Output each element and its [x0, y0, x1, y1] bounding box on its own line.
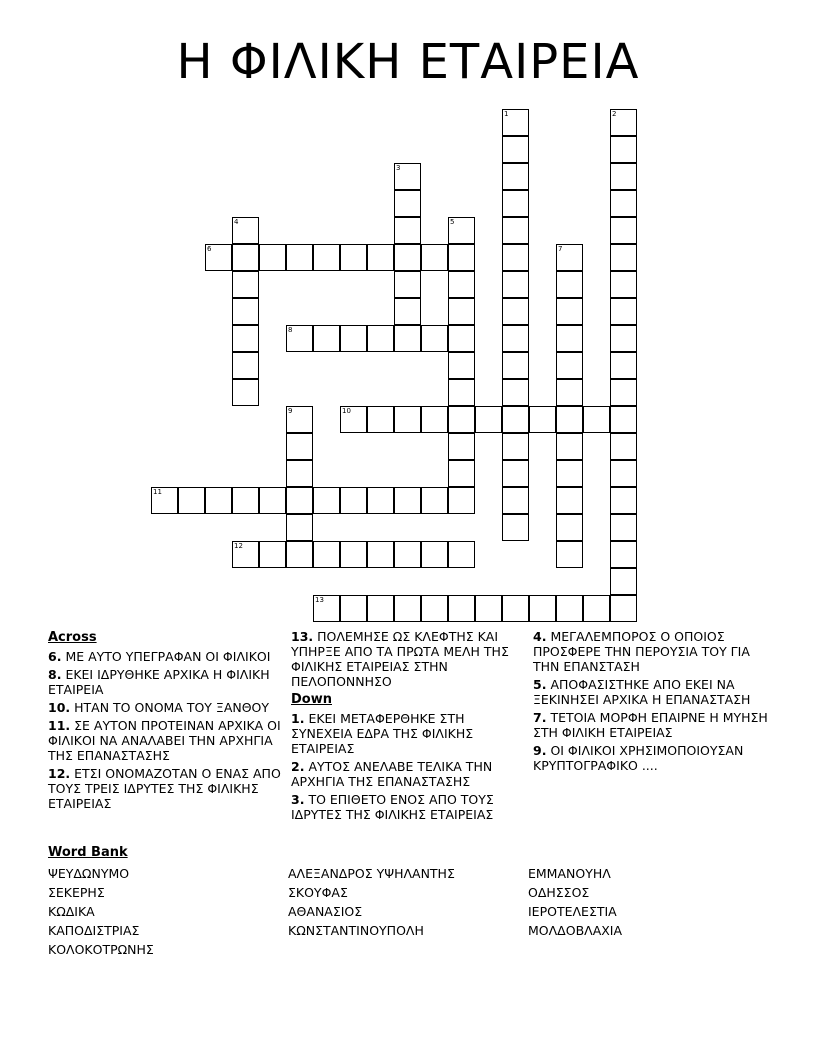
- clue-across-11: 11. ΣΕ ΑΥΤΟΝ ΠΡΟΤΕΙΝΑΝ ΑΡΧΙΚΑ ΟΙ ΦΙΛΙΚΟΙ ΝΑ ΑΝΑΛΑΒΕΙ ΤΗΝ ΑΡΧΗΓΙΑ ΤΗΣ ΕΠΑΝΑΣΤΑΣΗΣ: [48, 718, 281, 763]
- grid-cell[interactable]: [421, 406, 448, 433]
- grid-cell[interactable]: [178, 487, 205, 514]
- clue-number: 12: [234, 542, 243, 550]
- grid-cell[interactable]: [421, 487, 448, 514]
- grid-cell[interactable]: [286, 514, 313, 541]
- clue-number: 4: [234, 218, 239, 226]
- word-bank-item: ΕΜΜΑΝΟΥΗΛ: [528, 866, 611, 881]
- grid-cell[interactable]: [502, 244, 529, 271]
- clue-column-3: [533, 629, 773, 776]
- grid-cell[interactable]: [610, 487, 637, 514]
- across-clues: [48, 630, 284, 814]
- grid-cell[interactable]: [421, 595, 448, 622]
- grid-cell[interactable]: [556, 352, 583, 379]
- grid-cell[interactable]: [286, 406, 313, 433]
- clue-number: 10: [342, 407, 351, 415]
- word-bank-column-3: [528, 864, 622, 940]
- grid-cell[interactable]: [367, 487, 394, 514]
- grid-cell[interactable]: [232, 271, 259, 298]
- grid-cell[interactable]: [448, 325, 475, 352]
- grid-cell[interactable]: [367, 406, 394, 433]
- clue-across-6: 6. ΜΕ ΑΥΤΟ ΥΠΕΓΡΑΦΑΝ ΟΙ ΦΙΛΙΚΟΙ: [48, 649, 271, 664]
- grid-cell[interactable]: [367, 325, 394, 352]
- word-bank-item: ΨΕΥΔΩΝΥΜΟ: [48, 866, 130, 881]
- grid-cell[interactable]: [448, 379, 475, 406]
- grid-cell[interactable]: [556, 244, 583, 271]
- word-bank-item: ΚΩΝΣΤΑΝΤΙΝΟΥΠΟΛΗ: [288, 923, 424, 938]
- grid-cell[interactable]: [475, 595, 502, 622]
- grid-cell[interactable]: [394, 271, 421, 298]
- clue-across-8: 8. ΕΚΕΙ ΙΔΡΥΘΗΚΕ ΑΡΧΙΚΑ Η ΦΙΛΙΚΗ ΕΤΑΙΡΕΙΑ: [48, 667, 270, 697]
- grid-cell[interactable]: [610, 352, 637, 379]
- grid-cell[interactable]: [502, 379, 529, 406]
- grid-cell[interactable]: [232, 352, 259, 379]
- clue-number: 11: [153, 488, 162, 496]
- grid-cell[interactable]: [610, 244, 637, 271]
- clue-number: 3: [396, 164, 401, 172]
- grid-cell[interactable]: [313, 325, 340, 352]
- grid-cell[interactable]: [205, 244, 232, 271]
- grid-cell[interactable]: [286, 541, 313, 568]
- word-bank-item: ΟΔΗΣΣΟΣ: [528, 885, 590, 900]
- clue-number: 5: [450, 218, 455, 226]
- word-bank-item: ΣΚΟΥΦΑΣ: [288, 885, 348, 900]
- grid-cell[interactable]: [556, 487, 583, 514]
- grid-cell[interactable]: [448, 433, 475, 460]
- clue-number: 13: [315, 596, 324, 604]
- grid-cell[interactable]: [610, 136, 637, 163]
- grid-cell[interactable]: [394, 406, 421, 433]
- grid-cell[interactable]: [394, 190, 421, 217]
- grid-cell[interactable]: [502, 433, 529, 460]
- grid-cell[interactable]: [502, 352, 529, 379]
- grid-cell[interactable]: [367, 244, 394, 271]
- grid-cell[interactable]: [421, 325, 448, 352]
- grid-cell[interactable]: [286, 244, 313, 271]
- grid-cell[interactable]: [610, 325, 637, 352]
- grid-cell[interactable]: [394, 595, 421, 622]
- grid-cell[interactable]: [394, 541, 421, 568]
- clue-column-2: [291, 629, 527, 825]
- grid-cell[interactable]: [259, 244, 286, 271]
- grid-cell[interactable]: [259, 541, 286, 568]
- grid-cell[interactable]: [502, 406, 529, 433]
- grid-cell[interactable]: [394, 298, 421, 325]
- grid-cell[interactable]: [448, 271, 475, 298]
- grid-cell[interactable]: [340, 244, 367, 271]
- grid-cell[interactable]: [610, 379, 637, 406]
- grid-cell[interactable]: [448, 244, 475, 271]
- grid-cell[interactable]: [556, 271, 583, 298]
- grid-cell[interactable]: [502, 109, 529, 136]
- grid-cell[interactable]: [610, 568, 637, 595]
- grid-cell[interactable]: [502, 217, 529, 244]
- grid-cell[interactable]: [556, 325, 583, 352]
- word-bank-item: ΑΛΕΞΑΝΔΡΟΣ ΥΨΗΛΑΝΤΗΣ: [288, 866, 455, 881]
- clue-number: 2: [612, 110, 617, 118]
- word-bank-column-2: [288, 864, 455, 940]
- grid-cell[interactable]: [232, 325, 259, 352]
- grid-cell[interactable]: [394, 325, 421, 352]
- grid-cell[interactable]: [610, 109, 637, 136]
- grid-cell[interactable]: [556, 460, 583, 487]
- down-heading: Down: [291, 692, 332, 707]
- clue-number: 7: [558, 245, 563, 253]
- grid-cell[interactable]: [340, 325, 367, 352]
- clue-down-4: 4. ΜΕΓΑΛΕΜΠΟΡΟΣ Ο ΟΠΟΙΟΣ ΠΡΟΣΦΕΡΕ ΤΗΝ ΠΕΡΟΥΣΙΑ ΤΟΥ ΓΙΑ ΤΗΝ ΕΠΑΝΣΤΑΣΗ: [533, 629, 750, 674]
- word-bank-item: ΚΩΔΙΚΑ: [48, 904, 95, 919]
- grid-cell[interactable]: [556, 595, 583, 622]
- page-title: Η ΦΙΛΙΚΗ ΕΤΑΙΡΕΙΑ: [176, 34, 640, 90]
- clue-number: 9: [288, 407, 293, 415]
- grid-cell[interactable]: [529, 406, 556, 433]
- grid-cell[interactable]: [502, 190, 529, 217]
- grid-cell[interactable]: [610, 271, 637, 298]
- word-bank-item: ΜΟΛΔΟΒΛΑΧΙΑ: [528, 923, 623, 938]
- grid-cell[interactable]: [502, 163, 529, 190]
- clue-down-3: 3. ΤΟ ΕΠΙΘΕΤΟ ΕΝΟΣ ΑΠΟ ΤΟΥΣ ΙΔΡΥΤΕΣ ΤΗΣ ΦΙΛΙΚΗΣ ΕΤΑΙΡΕΙΑΣ: [291, 792, 494, 822]
- grid-cell[interactable]: [448, 406, 475, 433]
- grid-cell[interactable]: [610, 298, 637, 325]
- grid-cell[interactable]: [556, 433, 583, 460]
- grid-cell[interactable]: [502, 298, 529, 325]
- grid-cell[interactable]: [502, 595, 529, 622]
- grid-cell[interactable]: [610, 190, 637, 217]
- grid-cell[interactable]: [313, 487, 340, 514]
- grid-cell[interactable]: [610, 163, 637, 190]
- grid-cell[interactable]: [340, 541, 367, 568]
- grid-cell[interactable]: [502, 271, 529, 298]
- grid-cell[interactable]: [232, 244, 259, 271]
- grid-cell[interactable]: [556, 379, 583, 406]
- grid-cell[interactable]: [610, 460, 637, 487]
- grid-cell[interactable]: [313, 541, 340, 568]
- grid-cell[interactable]: [340, 406, 367, 433]
- grid-cell[interactable]: [340, 487, 367, 514]
- grid-cell[interactable]: [394, 163, 421, 190]
- grid-cell[interactable]: [502, 487, 529, 514]
- clue-number: 8: [288, 326, 293, 334]
- grid-cell[interactable]: [502, 460, 529, 487]
- word-bank-item: ΚΟΛΟΚΟΤΡΩΝΗΣ: [48, 942, 154, 957]
- grid-cell[interactable]: [529, 595, 556, 622]
- grid-cell[interactable]: [448, 541, 475, 568]
- grid-cell[interactable]: [448, 487, 475, 514]
- grid-cell[interactable]: [232, 298, 259, 325]
- grid-cell[interactable]: [448, 298, 475, 325]
- grid-cell[interactable]: [340, 595, 367, 622]
- grid-cell[interactable]: [313, 595, 340, 622]
- grid-cell[interactable]: [448, 217, 475, 244]
- clue-down-2: 2. ΑΥΤΟΣ ΑΝΕΛΑΒΕ ΤΕΛΙΚΑ ΤΗΝ ΑΡΧΗΓΙΑ ΤΗΣ ΕΠΑΝΑΣΤΑΣΗΣ: [291, 759, 493, 789]
- clue-down-9: 9. ΟΙ ΦΙΛΙΚΟΙ ΧΡΗΣΙΜΟΠΟΙΟΥΣΑΝ ΚΡΥΠΤΟΓΡΑΦΙΚΟ ....: [533, 743, 744, 773]
- grid-cell[interactable]: [502, 136, 529, 163]
- grid-cell[interactable]: [394, 487, 421, 514]
- grid-cell[interactable]: [556, 298, 583, 325]
- clue-number: 1: [504, 110, 509, 118]
- grid-cell[interactable]: [610, 217, 637, 244]
- word-bank-item: ΑΘΑΝΑΣΙΟΣ: [288, 904, 363, 919]
- grid-cell[interactable]: [286, 487, 313, 514]
- word-bank-heading: Word Bank: [48, 845, 128, 860]
- grid-cell[interactable]: [259, 487, 286, 514]
- grid-cell[interactable]: [367, 595, 394, 622]
- clue-across-10: 10. ΗΤΑΝ ΤΟ ΟΝΟΜΑ ΤΟΥ ΞΑΝΘΟΥ: [48, 700, 270, 715]
- clue-across-13: 13. ΠΟΛΕΜΗΣΕ ΩΣ ΚΛΕΦΤΗΣ ΚΑΙ ΥΠΗΡΞΕ ΑΠΟ ΤΑ ΠΡΩΤΑ ΜΕΛΗ ΤΗΣ ΦΙΛΙΚΗΣ ΕΤΑΙΡΕΙΑΣ ΣΤΗΝ ΠΕΛΟΠΟΝΝΗΣΟ: [291, 629, 509, 689]
- grid-cell[interactable]: [502, 514, 529, 541]
- grid-cell[interactable]: [421, 244, 448, 271]
- grid-cell[interactable]: [610, 406, 637, 433]
- grid-cell[interactable]: [448, 460, 475, 487]
- grid-cell[interactable]: [610, 433, 637, 460]
- word-bank-column-1: [48, 864, 154, 959]
- word-bank-item: ΙΕΡΟΤΕΛΕΣΤΙΑ: [528, 904, 617, 919]
- grid-cell[interactable]: [367, 541, 394, 568]
- grid-cell[interactable]: [556, 406, 583, 433]
- grid-cell[interactable]: [286, 460, 313, 487]
- grid-cell[interactable]: [313, 244, 340, 271]
- grid-cell[interactable]: [232, 541, 259, 568]
- clue-number: 6: [207, 245, 212, 253]
- grid-cell[interactable]: [556, 514, 583, 541]
- grid-cell[interactable]: [421, 541, 448, 568]
- word-bank-item: ΚΑΠΟΔΙΣΤΡΙΑΣ: [48, 923, 140, 938]
- clue-down-5: 5. ΑΠΟΦΑΣΙΣΤΗΚΕ ΑΠΟ ΕΚΕΙ ΝΑ ΞΕΚΙΝΗΣΕΙ ΑΡΧΙΚΑ Η ΕΠΑΝΑΣΤΑΣΗ: [533, 677, 751, 707]
- clue-down-7: 7. ΤΕΤΟΙΑ ΜΟΡΦΗ ΕΠΑΙΡΝΕ Η ΜΥΗΣΗ ΣΤΗ ΦΙΛΙΚΗ ΕΤΑΙΡΕΙΑΣ: [533, 710, 768, 740]
- grid-cell[interactable]: [556, 541, 583, 568]
- clue-down-1: 1. ΕΚΕΙ ΜΕΤΑΦΕΡΘΗΚΕ ΣΤΗ ΣΥΝΕΧΕΙΑ ΕΔΡΑ ΤΗΣ ΦΙΛΙΚΗΣ ΕΤΑΙΡΕΙΑΣ: [291, 711, 474, 756]
- across-heading: Across: [48, 630, 97, 645]
- clue-across-12: 12. ΕΤΣΙ ΟΝΟΜΑΖΟΤΑΝ Ο ΕΝΑΣ ΑΠΟ ΤΟΥΣ ΤΡΕΙΣ ΙΔΡΥΤΕΣ ΤΗΣ ΦΙΛΙΚΗΣ ΕΤΑΙΡΕΙΑΣ: [48, 766, 281, 811]
- grid-cell[interactable]: [583, 406, 610, 433]
- grid-cell[interactable]: [502, 325, 529, 352]
- grid-cell[interactable]: [232, 217, 259, 244]
- grid-cell[interactable]: [394, 244, 421, 271]
- grid-cell[interactable]: [205, 487, 232, 514]
- grid-cell[interactable]: [151, 487, 178, 514]
- grid-cell[interactable]: [286, 433, 313, 460]
- grid-cell[interactable]: [286, 325, 313, 352]
- grid-cell[interactable]: [232, 487, 259, 514]
- grid-cell[interactable]: [610, 514, 637, 541]
- grid-cell[interactable]: [448, 595, 475, 622]
- grid-cell[interactable]: [583, 595, 610, 622]
- grid-cell[interactable]: [394, 217, 421, 244]
- grid-cell[interactable]: [475, 406, 502, 433]
- grid-cell[interactable]: [610, 595, 637, 622]
- grid-cell[interactable]: [448, 352, 475, 379]
- grid-cell[interactable]: [232, 379, 259, 406]
- word-bank-item: ΣΕΚΕΡΗΣ: [48, 885, 105, 900]
- grid-cell[interactable]: [610, 541, 637, 568]
